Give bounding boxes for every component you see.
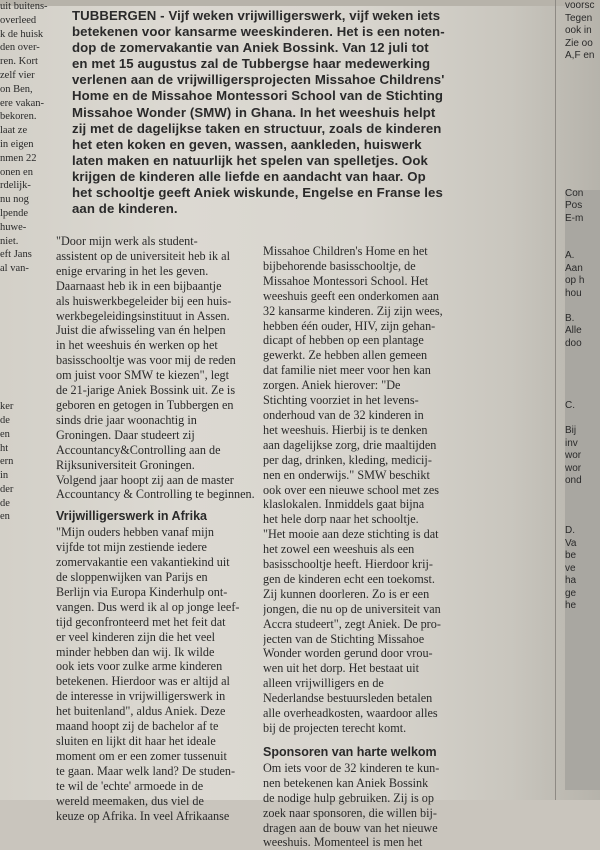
text-line: onen en — [0, 166, 33, 178]
text-line: in eigen — [0, 138, 34, 150]
text-line: nen en onderwijs." SMW beschikt — [263, 467, 430, 482]
text-line: lpende — [0, 207, 28, 219]
text-line — [565, 388, 600, 401]
text-line: alleen vrijwilligers en de — [263, 676, 384, 691]
text-line: betekenen voor kansarme weeskinderen. Het is een noten- — [72, 24, 445, 40]
text-line: en — [0, 511, 10, 523]
column2-paragraphs-continued — [263, 761, 508, 850]
text-line: bij de projecten terecht komt. — [263, 721, 407, 735]
text-line: ha — [565, 575, 577, 586]
text-line — [565, 175, 600, 188]
text-line: de sloppenwijken van Parijs en — [56, 570, 208, 585]
text-line: Daarnaast heb ik in een bijbaantje — [56, 278, 222, 293]
text-line — [565, 363, 600, 376]
text-line: ook iets voor zulke arme kinderen — [56, 659, 223, 674]
text-line: A. — [565, 250, 575, 261]
text-line: C. — [565, 400, 575, 411]
text-line: TUBBERGEN - Vijf weken vrijwilligerswerk, vijf weken iets — [72, 8, 441, 23]
text-line — [565, 413, 600, 426]
text-line: laat ze — [0, 125, 28, 137]
text-line: bekoren. — [0, 111, 37, 123]
text-line: 32 kansarme kinderen. Zij zijn wees, — [263, 303, 443, 318]
text-line — [565, 225, 600, 238]
right-neighbor-column — [565, 0, 600, 613]
text-line: nmen 22 — [0, 152, 37, 164]
text-line — [0, 359, 62, 373]
text-line: bijbehorende basisschooltje, de — [263, 258, 416, 273]
text-line: "Het mooie aan deze stichting is dat — [263, 527, 439, 542]
text-line: ker — [0, 401, 14, 413]
text-line: E-m — [565, 212, 584, 224]
text-line: Con — [565, 187, 584, 199]
text-line: rdelijk- — [0, 180, 31, 192]
text-line: Accra studeert", zegt Aniek. De pro- — [263, 616, 441, 631]
text-line: Pos — [565, 200, 583, 211]
text-line: Va — [565, 537, 577, 549]
text-line: de 21-jarige Aniek Bossink uit. Ze is — [56, 383, 236, 398]
text-line: in — [0, 470, 9, 482]
text-line: de interesse in vrijwilligerswerk in — [56, 689, 226, 704]
text-line — [565, 138, 600, 151]
text-line: vijfde tot mijn zestiende iedere — [56, 540, 207, 555]
text-line: ond — [565, 475, 582, 486]
article-column-1 — [56, 234, 268, 823]
text-line — [565, 150, 600, 163]
text-line: het zowel een weeshuis als een — [263, 542, 415, 557]
text-line: zomervakantie een vakantiekind uit — [56, 555, 230, 570]
text-line: Zie oo — [565, 37, 593, 49]
text-line: krijgen de kinderen alle liefde en aandacht van haar. Op — [72, 168, 426, 184]
text-line: basisschooltje was voor mij de reden — [56, 353, 236, 368]
text-line: "Door mijn werk als student- — [56, 234, 198, 248]
column1-paragraphs-continued — [56, 525, 268, 823]
text-line: ook over een nieuwe school met zes — [263, 482, 439, 497]
text-line: Bij — [565, 425, 577, 436]
text-line: Alle — [565, 325, 582, 336]
text-line: per dag, drinken, kleding, medicij- — [263, 452, 432, 467]
text-line: het eten koken en geven, wassen, aankleden, huiswerk — [72, 136, 422, 152]
text-line — [565, 113, 600, 126]
text-line — [565, 300, 600, 313]
text-line: Missahoe Wonder (SMW) in Ghana. In het weeshuis helpt — [72, 104, 436, 120]
text-line: Accountancy&Controlling aan de — [56, 442, 221, 457]
text-line: Missahoe Children's Home en het — [263, 244, 428, 258]
text-line: het hele dorp naar het schooltje. — [263, 512, 419, 527]
text-line: Tegen — [565, 12, 593, 24]
text-line — [565, 375, 600, 388]
text-line: Rijksuniversiteit Groningen. — [56, 457, 195, 472]
text-line: ere vakan- — [0, 97, 45, 109]
text-line: minder hebben dan wij. Ik wilde — [56, 644, 215, 659]
text-line: ook in — [565, 25, 592, 36]
text-line: gen de kinderen echt een toekomst. — [263, 571, 435, 586]
text-line — [565, 63, 600, 76]
text-line: weeshuis geeft een onderkomen aan — [263, 288, 439, 303]
text-line: dragen aan de bouw van het nieuwe — [263, 820, 438, 835]
text-line: Missahoe Montessori School. Het — [263, 273, 429, 288]
text-line: zoek naar sponsoren, die willen bij- — [263, 805, 437, 820]
text-line: be — [565, 550, 577, 561]
text-line: hou — [565, 287, 582, 299]
text-line: en — [0, 428, 10, 440]
text-line: dicapt of hebben op een plantage — [263, 333, 424, 348]
text-line: inv — [565, 437, 578, 449]
text-line — [565, 125, 600, 138]
subheading-sponsoren: Sponsoren van harte welkom — [263, 744, 437, 759]
text-line: A,F en — [565, 50, 595, 61]
text-line: de nodige hulp gebruiken. Zij is op — [263, 790, 434, 805]
text-line — [565, 350, 600, 363]
text-line: om juist voor SMW te kiezen", legt — [56, 368, 229, 383]
text-line: Home en de Missahoe Montessori School van de Stichting — [72, 88, 444, 104]
text-line: Berlijn via Europa Kinderhulp ont- — [56, 584, 228, 599]
text-line: ren. Kort — [0, 56, 38, 68]
column1-paragraphs — [56, 234, 268, 502]
text-line — [0, 373, 62, 387]
text-line: uit buitens- — [0, 1, 48, 12]
text-line: Nederlandse bestuursleden betalen — [263, 691, 433, 706]
text-line: dop de zomervakantie van Aniek Bossink. Van 12 juli tot — [72, 40, 429, 56]
text-line — [0, 345, 62, 359]
article-column-2 — [263, 244, 508, 850]
text-line: D. — [565, 525, 575, 536]
text-line: zorgen. Aniek hierover: "De — [263, 378, 401, 393]
text-line: "Mijn ouders hebben vanaf mijn — [56, 525, 214, 540]
text-line: onderhoud van de 32 kinderen in — [263, 407, 424, 422]
text-line — [0, 290, 62, 304]
text-line: keuze op Afrika. In veel Afrikaanse — [56, 808, 230, 823]
text-line: he — [565, 600, 577, 611]
text-line — [0, 331, 62, 345]
text-line: gewerkt. Ze hebben allen gemeen — [263, 348, 428, 363]
text-line: jecten van de Stichting Missahoe — [263, 631, 425, 646]
text-line: sluiten en lijkt dit haar het ideale — [56, 734, 216, 748]
text-line: wereld meemaken, dus viel de — [56, 793, 204, 808]
text-line — [565, 500, 600, 513]
text-line: het weeshuis. Hierbij is te denken — [263, 422, 428, 437]
text-line: Juist die afwisseling van én helpen — [56, 323, 226, 338]
left-neighbor-article — [0, 0, 62, 524]
text-line: de — [0, 414, 10, 426]
text-line: Zij kunnen doorleren. Zo is er een — [263, 586, 430, 601]
text-line: ve — [565, 562, 576, 574]
text-line — [565, 488, 600, 501]
text-line: Stichting voorziet in het levens- — [263, 393, 419, 408]
text-line: eft Jans — [0, 249, 32, 261]
text-line: den over- — [0, 42, 40, 54]
text-line: voorsc — [565, 0, 595, 11]
text-line: het buitenland", aldus Aniek. Deze — [56, 704, 226, 719]
text-line: te wil de 'echte' armoede in de — [56, 778, 204, 793]
text-line: als huiswerkbegeleider bij een huis- — [56, 293, 232, 308]
text-line: B. — [565, 312, 575, 324]
subheading-vrijwilligerswerk: Vrijwilligerswerk in Afrika — [56, 509, 207, 524]
column2-paragraphs — [263, 244, 508, 736]
text-line: nen betekenen kan Aniek Bossink — [263, 775, 429, 790]
text-line: ern — [0, 456, 14, 468]
text-line — [0, 304, 62, 318]
top-strip — [0, 0, 600, 6]
text-line: wor — [565, 462, 582, 474]
text-line: assistent op de universiteit heb ik al — [56, 248, 230, 263]
text-line: sinds drie jaar woonachtig in — [56, 412, 197, 427]
text-line: hebben één ouder, HIV, zijn gehan- — [263, 318, 436, 333]
text-line: nu nog — [0, 194, 29, 206]
text-line — [565, 513, 600, 526]
text-line: klaslokalen. Inmiddels gaat bijna — [263, 497, 425, 512]
text-line: te gaan. Maar welk land? De studen- — [56, 763, 236, 778]
text-line: werkbegeleidingsinstituut in Assen. — [56, 308, 230, 323]
text-line: Wonder worden gerund door vrou- — [263, 646, 433, 661]
text-line: betekenen. Hierdoor was er altijd al — [56, 674, 230, 689]
text-line: aan de kinderen. — [72, 201, 178, 217]
text-line: al van- — [0, 263, 29, 275]
text-line: wen uit het dorp. Het bestaat uit — [263, 661, 420, 676]
text-line: jongen, die nu op de universiteit van — [263, 601, 441, 616]
text-line — [565, 163, 600, 176]
text-line: aan dagelijkse zorg, drie maaltijden — [263, 437, 437, 452]
text-line: Om iets voor de 32 kinderen te kun- — [263, 760, 440, 775]
text-line — [0, 276, 62, 290]
text-line: Groningen. Daar studeert zij — [56, 427, 195, 442]
text-line: huwe- — [0, 221, 27, 233]
text-line: der — [0, 483, 14, 495]
text-line: overleed — [0, 14, 37, 26]
text-line: dat familie niet meer voor hen kan — [263, 363, 431, 378]
text-line — [565, 238, 600, 251]
text-line: verlenen aan de vrijwilligersprojecten Missahoe Childrens' — [72, 72, 445, 88]
text-line: k de huisk — [0, 28, 44, 40]
text-line: en met 15 augustus zal de Tubbergse haar medewerking — [72, 56, 431, 72]
text-line: moment om er een zomer tussenuit — [56, 748, 227, 763]
text-line — [0, 386, 62, 400]
text-line: doo — [565, 337, 582, 349]
text-line: wor — [565, 450, 582, 461]
article-lead — [72, 8, 562, 217]
text-line: tijd geconfronteerd met het feit dat — [56, 614, 226, 629]
text-line — [565, 75, 600, 88]
text-line: Volgend jaar hoopt zij aan de master — [56, 472, 234, 487]
text-line: weeshuis. Momenteel is men het — [263, 835, 423, 850]
text-line: ht — [0, 442, 9, 454]
text-line: basisschooltje heeft. Hierdoor krij- — [263, 557, 433, 572]
text-line: in het weeshuis én werken op het — [56, 338, 218, 353]
text-line: enige ervaring in het les geven. — [56, 263, 209, 278]
text-line: op h — [565, 275, 585, 286]
text-line — [565, 100, 600, 113]
text-line: ge — [565, 587, 577, 599]
text-line — [565, 88, 600, 101]
text-line: Accountancy & Controlling te beginnen. — [56, 487, 255, 502]
text-line — [0, 317, 62, 331]
text-line: on Ben, — [0, 83, 33, 95]
text-line: zij met de dagelijkse taken en structuur, zoals de kinderen — [72, 120, 442, 136]
text-line: Aan — [565, 262, 583, 274]
text-line: niet. — [0, 235, 19, 247]
text-line: alle overheadkosten, waardoor alles — [263, 706, 438, 721]
text-line: er veel kinderen zijn die het veel — [56, 629, 216, 644]
text-line: de — [0, 497, 10, 509]
text-line: vangen. Dus werd ik al op jonge leef- — [56, 599, 240, 614]
text-line: geboren en getogen in Tubbergen en — [56, 397, 234, 412]
text-line: laten maken en natuurlijk het spelen van spelletjes. Ook — [72, 152, 428, 168]
text-line: maand hoopt zij de bachelor af te — [56, 719, 219, 734]
text-line: zelf vier — [0, 69, 35, 81]
text-line: het schooltje geeft Aniek wiskunde, Engelse en Franse les — [72, 185, 443, 201]
